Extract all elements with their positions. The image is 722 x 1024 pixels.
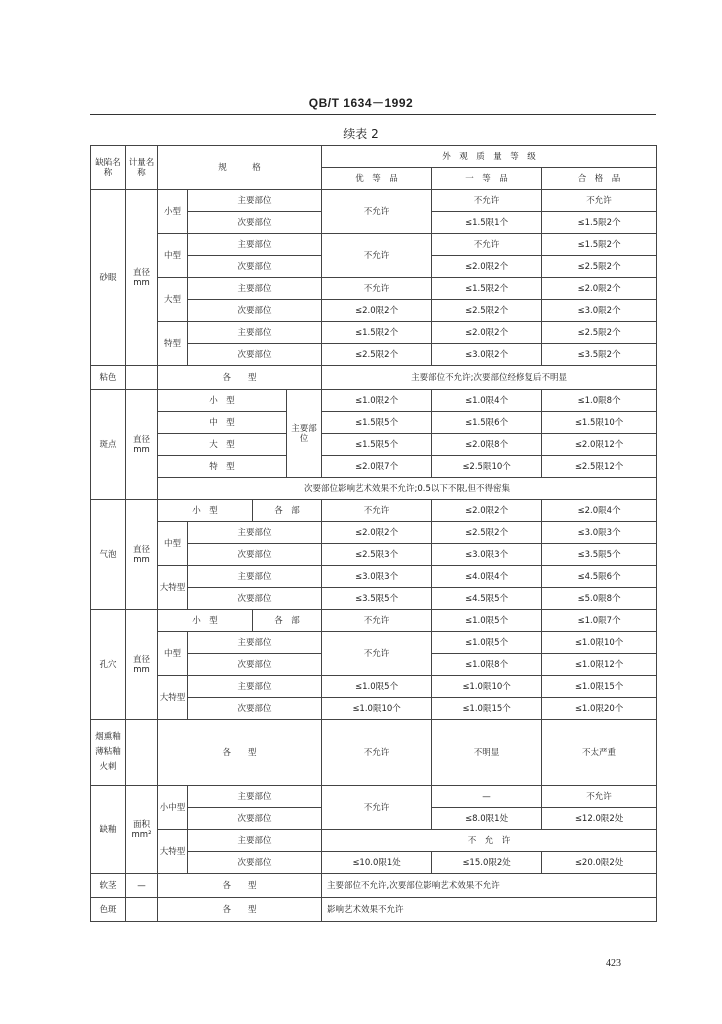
part-main: 主要部位 [188, 830, 322, 852]
cell-g2: 不允许 [432, 190, 542, 212]
cell-g2: ≤1.0限15个 [432, 698, 542, 720]
defect-sha-yan: 砂眼 [91, 190, 126, 366]
part-minor: 次要部位 [188, 808, 322, 830]
part-minor: 次要部位 [188, 698, 322, 720]
size-medium: 中型 [158, 632, 188, 676]
col-grade-2: 一 等 品 [432, 168, 542, 190]
size-large: 大 型 [158, 434, 287, 456]
cell-g1: 不允许 [322, 720, 432, 786]
part-main: 主要部位 [188, 190, 322, 212]
cell-g3: ≤1.0限15个 [542, 676, 657, 698]
cell-g3: ≤1.0限8个 [542, 390, 657, 412]
cell-g3: ≤3.5限2个 [542, 344, 657, 366]
cell-g1: 不允许 [322, 278, 432, 300]
cell-g1: ≤2.5限2个 [322, 344, 432, 366]
cell-g2: ≤8.0限1处 [432, 808, 542, 830]
cell-g1: ≤1.5限5个 [322, 412, 432, 434]
cell-g3: ≤1.5限2个 [542, 234, 657, 256]
quality-table [90, 145, 657, 922]
part-main: 主要部位 [188, 322, 322, 344]
cell-g2: ≤2.0限8个 [432, 434, 542, 456]
cell-g1: ≤2.0限7个 [322, 456, 432, 478]
cell-g3: ≤1.5限2个 [542, 212, 657, 234]
defect-que-you: 缺釉 [91, 786, 126, 874]
part-main: 主要部位 [188, 632, 322, 654]
cell-g1: 不允许 [322, 632, 432, 676]
defect-smoke: 烟熏釉薄粘釉火刺 [91, 720, 126, 786]
cell-g3: ≤4.5限6个 [542, 566, 657, 588]
cell-g3: ≤2.5限2个 [542, 322, 657, 344]
size-small-medium: 小中型 [158, 786, 188, 830]
cell-g2: ≤1.0限4个 [432, 390, 542, 412]
cell-g3: ≤2.5限12个 [542, 456, 657, 478]
cell-g2: 不明显 [432, 720, 542, 786]
cell-g2: ≤1.0限10个 [432, 676, 542, 698]
cell-g2: ≤1.5限1个 [432, 212, 542, 234]
spec-each-type: 各 型 [158, 874, 322, 898]
cell-g3: ≤12.0限2处 [542, 808, 657, 830]
part-main-vertical: 主要部位 [287, 390, 322, 478]
part-main: 主要部位 [188, 786, 322, 808]
cell-g2: ≤2.0限2个 [432, 322, 542, 344]
part-main: 主要部位 [188, 522, 322, 544]
size-special: 特型 [158, 322, 188, 366]
size-large-special: 大特型 [158, 676, 188, 720]
defect-ruan-jing: 软茎 [91, 874, 126, 898]
cell-g2: ≤2.0限2个 [432, 256, 542, 278]
cell-g1: 不允许 [322, 610, 432, 632]
cell-g2: ≤1.5限2个 [432, 278, 542, 300]
measure-diameter: 直径mm [126, 390, 158, 500]
cell-g2: ≤2.0限2个 [432, 500, 542, 522]
part-main: 主要部位 [188, 566, 322, 588]
cell-g1: ≤1.0限2个 [322, 390, 432, 412]
col-quality: 外 观 质 量 等 级 [322, 146, 657, 168]
cell-g1: 不允许 [322, 500, 432, 522]
cell-all-grades: 不 允 许 [322, 830, 657, 852]
cell-g3: 不允许 [542, 786, 657, 808]
defect-kong-xue: 孔穴 [91, 610, 126, 720]
cell-g2: ≤4.0限4个 [432, 566, 542, 588]
part-minor: 次要部位 [188, 544, 322, 566]
part-minor: 次要部位 [188, 852, 322, 874]
measure-empty [126, 366, 158, 390]
size-medium: 中型 [158, 234, 188, 278]
cell-g3: ≤3.5限5个 [542, 544, 657, 566]
col-grade-3: 合 格 品 [542, 168, 657, 190]
cell-g2: ≤1.5限6个 [432, 412, 542, 434]
col-defect-name: 缺陷名称 [91, 146, 126, 190]
part-minor: 次要部位 [188, 588, 322, 610]
cell-g1: ≤1.5限5个 [322, 434, 432, 456]
cell-ruan-jing: 主要部位不允许,次要部位影响艺术效果不允许 [322, 874, 657, 898]
size-small: 小 型 [158, 500, 253, 522]
cell-g1: ≤3.0限3个 [322, 566, 432, 588]
cell-g3: ≤20.0限2处 [542, 852, 657, 874]
defect-se-pan: 色斑 [91, 898, 126, 922]
size-special: 特 型 [158, 456, 287, 478]
spec-each-type: 各 型 [158, 366, 322, 390]
cell-g3: 不太严重 [542, 720, 657, 786]
cell-g2: ≤3.0限2个 [432, 344, 542, 366]
ban-dian-note: 次要部位影响艺术效果不允许;0.5以下不限,但不得密集 [158, 478, 657, 500]
cell-g1: 不允许 [322, 786, 432, 830]
cell-g3: ≤1.0限7个 [542, 610, 657, 632]
cell-g2: ≤2.5限10个 [432, 456, 542, 478]
cell-g2: 不允许 [432, 234, 542, 256]
size-small: 小型 [158, 190, 188, 234]
defect-qi-pao: 气泡 [91, 500, 126, 610]
defect-nian-se: 粘色 [91, 366, 126, 390]
cell-g2: ≤4.5限5个 [432, 588, 542, 610]
cell-g2: ≤2.5限2个 [432, 522, 542, 544]
cell-g2: ≤15.0限2处 [432, 852, 542, 874]
measure-diameter: 直径mm [126, 610, 158, 720]
part-minor: 次要部位 [188, 654, 322, 676]
cell-g2: ≤1.0限5个 [432, 632, 542, 654]
size-small: 小 型 [158, 610, 253, 632]
cell-g3: ≤1.0限20个 [542, 698, 657, 720]
size-large: 大型 [158, 278, 188, 322]
cell-g1: ≤2.0限2个 [322, 300, 432, 322]
col-measure: 计量名称 [126, 146, 158, 190]
part-main: 主要部位 [188, 234, 322, 256]
page-number: 423 [606, 958, 621, 969]
col-spec: 规 格 [158, 146, 322, 190]
cell-g3: ≤2.0限12个 [542, 434, 657, 456]
cell-g1: ≤1.0限5个 [322, 676, 432, 698]
cell-g3: ≤1.5限10个 [542, 412, 657, 434]
measure-diameter: 直径mm [126, 190, 158, 366]
cell-nian-se: 主要部位不允许;次要部位经修复后不明显 [322, 366, 657, 390]
spec-each-type: 各 型 [158, 720, 322, 786]
size-medium: 中 型 [158, 412, 287, 434]
cell-g3: ≤2.0限4个 [542, 500, 657, 522]
cell-g1: ≤2.0限2个 [322, 522, 432, 544]
cell-g3: ≤2.0限2个 [542, 278, 657, 300]
cell-g1: ≤1.5限2个 [322, 322, 432, 344]
cell-g1: ≤10.0限1处 [322, 852, 432, 874]
part-minor: 次要部位 [188, 256, 322, 278]
measure-diameter: 直径mm [126, 500, 158, 610]
cell-g1: ≤2.5限3个 [322, 544, 432, 566]
cell-g2: — [432, 786, 542, 808]
cell-g3: 不允许 [542, 190, 657, 212]
size-large-special: 大特型 [158, 830, 188, 874]
measure-empty [126, 720, 158, 786]
cell-g1: ≤3.5限5个 [322, 588, 432, 610]
cell-g1: 不允许 [322, 190, 432, 234]
header-rule [90, 114, 656, 115]
spec-each-type: 各 型 [158, 898, 322, 922]
part-each: 各 部 [253, 610, 322, 632]
measure-dash: — [126, 874, 158, 898]
col-grade-1: 优 等 品 [322, 168, 432, 190]
table-caption: 续表 2 [343, 127, 379, 141]
part-main: 主要部位 [188, 278, 322, 300]
part-main: 主要部位 [188, 676, 322, 698]
measure-empty [126, 898, 158, 922]
cell-g2: ≤1.0限8个 [432, 654, 542, 676]
part-minor: 次要部位 [188, 212, 322, 234]
cell-g1: 不允许 [322, 234, 432, 278]
measure-area: 面积mm² [126, 786, 158, 874]
cell-g3: ≤2.5限2个 [542, 256, 657, 278]
cell-g2: ≤3.0限3个 [432, 544, 542, 566]
standard-number: QB/T 1634－1992 [308, 96, 414, 110]
size-large-special: 大特型 [158, 566, 188, 610]
cell-g3: ≤3.0限2个 [542, 300, 657, 322]
size-small: 小 型 [158, 390, 287, 412]
size-medium: 中型 [158, 522, 188, 566]
cell-g2: ≤2.5限2个 [432, 300, 542, 322]
cell-g3: ≤3.0限3个 [542, 522, 657, 544]
cell-g3: ≤1.0限12个 [542, 654, 657, 676]
part-minor: 次要部位 [188, 344, 322, 366]
defect-ban-dian: 斑点 [91, 390, 126, 500]
part-minor: 次要部位 [188, 300, 322, 322]
cell-se-pan: 影响艺术效果不允许 [322, 898, 657, 922]
cell-g1: ≤1.0限10个 [322, 698, 432, 720]
part-each: 各 部 [253, 500, 322, 522]
cell-g3: ≤1.0限10个 [542, 632, 657, 654]
cell-g3: ≤5.0限8个 [542, 588, 657, 610]
cell-g2: ≤1.0限5个 [432, 610, 542, 632]
